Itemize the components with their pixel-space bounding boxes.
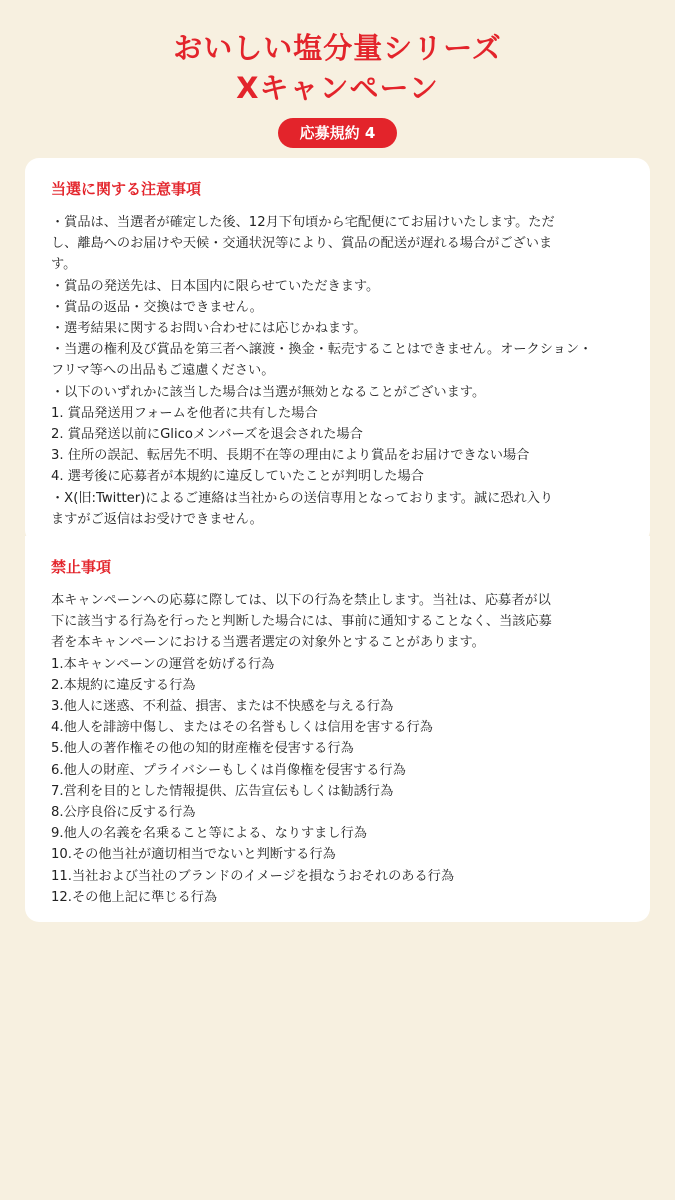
prohibited-acts-card — [25, 536, 650, 922]
winning-notes-line: ・以下のいずれかに該当した場合は当選が無効となることがございます。 — [51, 384, 486, 400]
prohibited-acts-line: 2.本規約に違反する行為 — [51, 677, 196, 693]
prohibited-acts-line: 9.他人の名義を名乗ること等による、なりすまし行為 — [51, 826, 367, 842]
prohibited-acts-line: 10.その他当社が適切相当でないと判断する行為 — [51, 847, 336, 863]
prohibited-acts-line: 5.他人の著作権その他の知的財産権を侵害する行為 — [51, 741, 354, 757]
prohibited-acts-body — [51, 590, 630, 908]
prohibited-acts-line: 7.営利を目的とした情報提供、広告宣伝もしくは勧誘行為 — [51, 783, 394, 799]
page-header — [0, 0, 675, 148]
winning-notes-line: ますがご返信はお受けできません。 — [51, 511, 263, 527]
prohibited-acts-line: 11.当社および当社のブランドのイメージを損なうおそれのある行為 — [51, 868, 455, 884]
winning-notes-line: し、離島へのお届けや天候・交通状況等により、賞品の配送が遅れる場合がございま — [51, 236, 553, 252]
winning-notes-line: 4. 選考後に応募者が本規約に違反していたことが判明した場合 — [51, 469, 424, 485]
winning-notes-line: ・選考結果に関するお問い合わせには応じかねます。 — [51, 321, 367, 337]
winning-notes-line: ・当選の権利及び賞品を第三者へ譲渡・換金・転売することはできません。オークション・ — [51, 342, 593, 358]
winning-notes-line: ・賞品の発送先は、日本国内に限らせていただきます。 — [51, 278, 380, 294]
prohibited-acts-line: 者を本キャンペーンにおける当選者選定の対象外とすることがあります。 — [51, 635, 485, 651]
winning-notes-line: 2. 賞品発送以前にGlicoメンバーズを退会された場合 — [51, 427, 363, 443]
winning-notes-card — [25, 158, 650, 544]
winning-notes-title: 当選に関する注意事項 — [51, 180, 202, 198]
prohibited-acts-line: 4.他人を誹謗中傷し、またはその名誉もしくは信用を害する行為 — [51, 720, 433, 736]
winning-notes-line: ・X(旧:Twitter)によるご連絡は当社からの送信専用となっております。誠に恐れ入り — [51, 490, 554, 506]
winning-notes-line: 1. 賞品発送用フォームを他者に共有した場合 — [51, 405, 318, 421]
winning-notes-line: ・賞品の返品・交換はできません。 — [51, 299, 263, 315]
winning-notes-line: 3. 住所の誤記、転居先不明、長期不在等の理由により賞品をお届けできない場合 — [51, 448, 530, 464]
winning-notes-line: す。 — [51, 257, 77, 273]
prohibited-acts-line: 下に該当する行為を行ったと判断した場合には、事前に通知することなく、当該応募 — [51, 614, 552, 630]
page-title-line-1: おいしい塩分量シリーズ — [173, 31, 502, 65]
winning-notes-line: フリマ等への出品もご遠慮ください。 — [51, 363, 275, 379]
prohibited-acts-line: 1.本キャンペーンの運営を妨げる行為 — [51, 656, 275, 672]
winning-notes-body — [51, 212, 630, 530]
prohibited-acts-line: 12.その他上記に準じる行為 — [51, 889, 218, 905]
prohibited-acts-line: 8.公序良俗に反する行為 — [51, 805, 196, 821]
winning-notes-line: ・賞品は、当選者が確定した後、12月下旬頃から宅配便にてお届けいたします。ただ — [51, 215, 555, 230]
prohibited-acts-line: 6.他人の財産、プライバシーもしくは肖像権を侵害する行為 — [51, 762, 406, 778]
page-title-line-2: Xキャンペーン — [236, 71, 439, 105]
prohibited-acts-title: 禁止事項 — [51, 558, 112, 576]
prohibited-acts-line: 3.他人に迷惑、不利益、損害、または不快感を与える行為 — [51, 699, 394, 715]
section-badge: 応募規約 4 — [278, 118, 398, 148]
prohibited-acts-line: 本キャンペーンへの応募に際しては、以下の行為を禁止します。当社は、応募者が以 — [51, 593, 551, 608]
